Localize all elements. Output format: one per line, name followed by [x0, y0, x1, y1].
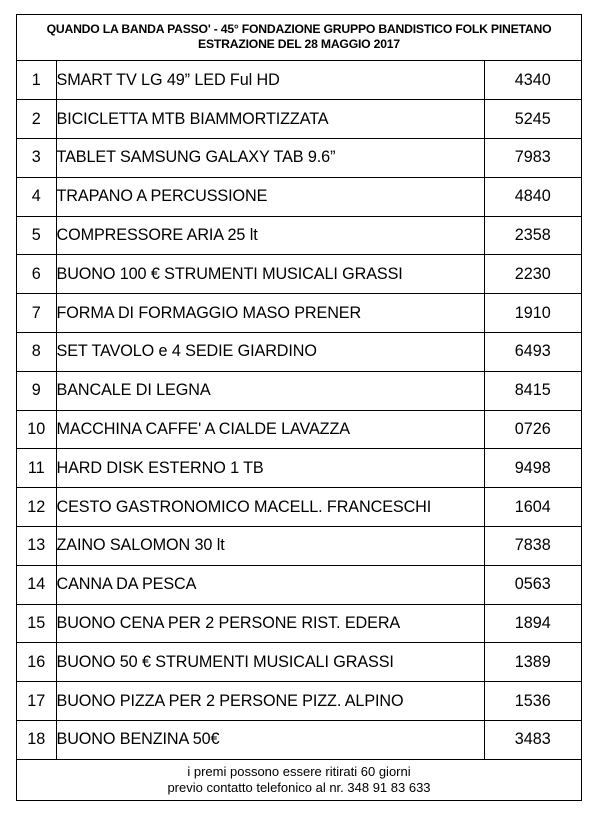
- prize-number: 9: [17, 371, 56, 410]
- table-row: [17, 255, 581, 294]
- prize-draw-sheet: [16, 14, 582, 801]
- prize-table: [17, 61, 581, 760]
- prize-number: 1: [17, 61, 56, 100]
- prize-name: CANNA DA PESCA: [56, 565, 484, 604]
- prize-name: BICICLETTA MTB BIAMMORTIZZATA: [56, 100, 484, 139]
- table-row: [17, 488, 581, 527]
- prize-name: MACCHINA CAFFE' A CIALDE LAVAZZA: [56, 410, 484, 449]
- prize-number: 14: [17, 565, 56, 604]
- prize-name: SMART TV LG 49” LED Ful HD: [56, 61, 484, 100]
- prize-number: 12: [17, 488, 56, 527]
- winning-ticket-number: 4340: [484, 61, 581, 100]
- winning-ticket-number: 1389: [484, 643, 581, 682]
- table-row: [17, 371, 581, 410]
- winning-ticket-number: 2230: [484, 255, 581, 294]
- prize-name: BUONO BENZINA 50€: [56, 721, 484, 760]
- prize-name: FORMA DI FORMAGGIO MASO PRENER: [56, 294, 484, 333]
- prize-name: BUONO 100 € STRUMENTI MUSICALI GRASSI: [56, 255, 484, 294]
- prize-number: 11: [17, 449, 56, 488]
- winning-ticket-number: 1910: [484, 294, 581, 333]
- table-row: [17, 410, 581, 449]
- winning-ticket-number: 1536: [484, 682, 581, 721]
- prize-number: 18: [17, 721, 56, 760]
- prize-table-body: [17, 61, 581, 759]
- prize-name: BUONO CENA PER 2 PERSONE RIST. EDERA: [56, 604, 484, 643]
- table-row: [17, 61, 581, 100]
- table-row: [17, 294, 581, 333]
- table-row: [17, 682, 581, 721]
- prize-number: 8: [17, 333, 56, 372]
- prize-number: 10: [17, 410, 56, 449]
- winning-ticket-number: 7838: [484, 527, 581, 566]
- winning-ticket-number: 2358: [484, 216, 581, 255]
- winning-ticket-number: 1604: [484, 488, 581, 527]
- winning-ticket-number: 6493: [484, 333, 581, 372]
- winning-ticket-number: 4840: [484, 177, 581, 216]
- table-row: [17, 604, 581, 643]
- table-row: [17, 527, 581, 566]
- prize-number: 6: [17, 255, 56, 294]
- table-row: [17, 333, 581, 372]
- prize-number: 5: [17, 216, 56, 255]
- prize-number: 16: [17, 643, 56, 682]
- table-row: [17, 449, 581, 488]
- prize-number: 17: [17, 682, 56, 721]
- prize-name: TABLET SAMSUNG GALAXY TAB 9.6”: [56, 139, 484, 178]
- prize-name: BANCALE DI LEGNA: [56, 371, 484, 410]
- winning-ticket-number: 1894: [484, 604, 581, 643]
- prize-name: CESTO GASTRONOMICO MACELL. FRANCESCHI: [56, 488, 484, 527]
- table-row: [17, 216, 581, 255]
- prize-number: 3: [17, 139, 56, 178]
- prize-name: BUONO PIZZA PER 2 PERSONE PIZZ. ALPINO: [56, 682, 484, 721]
- table-row: [17, 565, 581, 604]
- document-footer: [17, 760, 581, 800]
- prize-name: COMPRESSORE ARIA 25 lt: [56, 216, 484, 255]
- prize-number: 7: [17, 294, 56, 333]
- winning-ticket-number: 8415: [484, 371, 581, 410]
- winning-ticket-number: 5245: [484, 100, 581, 139]
- prize-name: SET TAVOLO e 4 SEDIE GIARDINO: [56, 333, 484, 372]
- prize-number: 13: [17, 527, 56, 566]
- footer-note-line2: previo contatto telefonico al nr. 348 91 83 633: [167, 780, 431, 795]
- winning-ticket-number: 0563: [484, 565, 581, 604]
- prize-name: BUONO 50 € STRUMENTI MUSICALI GRASSI: [56, 643, 484, 682]
- winning-ticket-number: 9498: [484, 449, 581, 488]
- winning-ticket-number: 3483: [484, 721, 581, 760]
- prize-number: 4: [17, 177, 56, 216]
- footer-note-line1: i premi possono essere ritirati 60 giorni: [187, 764, 411, 779]
- prize-name: HARD DISK ESTERNO 1 TB: [56, 449, 484, 488]
- winning-ticket-number: 0726: [484, 410, 581, 449]
- table-row: [17, 721, 581, 760]
- header-title: QUANDO LA BANDA PASSO' - 45° FONDAZIONE GRUPPO BANDISTICO FOLK PINETANO: [46, 22, 552, 36]
- prize-number: 15: [17, 604, 56, 643]
- document-header: [17, 15, 581, 61]
- prize-name: ZAINO SALOMON 30 lt: [56, 527, 484, 566]
- table-row: [17, 177, 581, 216]
- table-row: [17, 100, 581, 139]
- table-row: [17, 643, 581, 682]
- prize-name: TRAPANO A PERCUSSIONE: [56, 177, 484, 216]
- header-subtitle: ESTRAZIONE DEL 28 MAGGIO 2017: [198, 37, 400, 51]
- prize-number: 2: [17, 100, 56, 139]
- winning-ticket-number: 7983: [484, 139, 581, 178]
- table-row: [17, 139, 581, 178]
